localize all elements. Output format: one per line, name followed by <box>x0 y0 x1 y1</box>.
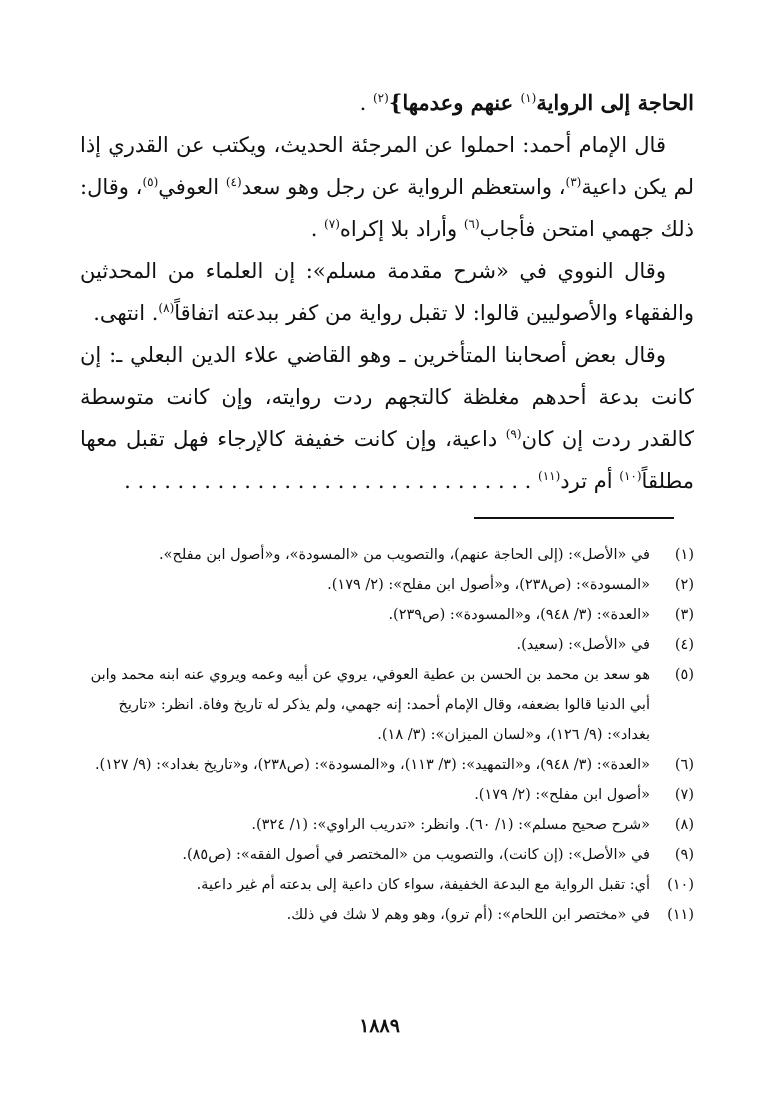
footnotes <box>80 540 694 930</box>
footnote-number: (٦) <box>674 757 694 773</box>
footnote-text: «المسودة»: (ص٢٣٨)، و«أصول ابن مفلح»: (٢/ ١٧٩). <box>327 577 650 593</box>
p2-text-2: ، واستعظم الرواية عن رجل وهو سعد <box>241 175 566 199</box>
heading-end: . <box>359 91 373 115</box>
footnote-ref-6: (٦) <box>463 217 480 231</box>
footnote-text: «العدة»: (٣/ ٩٤٨)، و«المسودة»: (ص٢٣٩). <box>388 607 650 623</box>
footnote-10 <box>80 870 694 900</box>
footnote-2 <box>80 570 694 600</box>
footnote-number: (١٠) <box>667 877 694 893</box>
footnote-number: (٥) <box>674 667 694 683</box>
footnote-number: (٤) <box>674 637 694 653</box>
footnote-ref-1: (١) <box>520 91 537 105</box>
footnote-text: في «الأصل»: (إن كانت)، والتصويب من «المختصر في أصول الفقه»: (ص٨٥). <box>182 847 650 863</box>
footnote-11 <box>80 900 694 930</box>
paragraph-2 <box>80 124 694 250</box>
footnote-text: «العدة»: (٣/ ٩٤٨)، و«التمهيد»: (٣/ ١١٣)، و«المسودة»: (ص٢٣٨)، و«تاريخ بغداد»: (٩/ ١٢٧). <box>94 757 650 773</box>
footnote-ref-7: (٧) <box>324 217 340 231</box>
footnote-text: «أصول ابن مفلح»: (٢/ ١٧٩). <box>474 787 650 803</box>
p4-text-1: وقال بعض أصحابنا المتأخرين ـ وهو القاضي علاء الدين البعلي ـ: إن كانت بدعة أحدهم مغلظة كالتجهم ردت روايته، وإن كانت متوسطة كالقدر ردت إن كان <box>80 343 695 451</box>
footnote-8 <box>80 810 694 840</box>
footnote-ref-11: (١١) <box>538 469 561 483</box>
footnote-ref-8: (٨) <box>158 301 175 315</box>
footnote-text: هو سعد بن محمد بن الحسن بن عطية العوفي، يروي عن أبيه وعمه ويروي عنه ابنه محمد وابن أبي الدنيا قالوا بضعفه، وقال الإمام أحمد: إنه جهمي، ولم يذكر له تاريخ وفاة. انظر: «تاريخ بغداد»: (٩/ ١٢٦)، و«لسان الميزان»: (٣/ ١٨). <box>90 667 650 743</box>
footnote-ref-2: (٢) <box>372 91 389 105</box>
footnote-ref-4: (٤) <box>225 175 242 189</box>
p2-text-1: قال الإمام أحمد: احملوا عن المرجئة الحديث، ويكتب عن القدري إذا لم يكن داعية <box>80 133 695 199</box>
footnote-ref-9: (٩) <box>505 427 522 441</box>
p3-text-2: . انتهى. <box>93 301 159 325</box>
paragraph-3 <box>80 250 694 334</box>
footnote-separator <box>474 517 674 519</box>
footnote-text: في «مختصر ابن اللحام»: (أم ترو)، وهو وهم لا شك في ذلك. <box>286 907 650 923</box>
footnote-6 <box>80 750 694 780</box>
p2-text-5: وأراد بلا إكراه <box>339 217 464 241</box>
footnote-3 <box>80 600 694 630</box>
p2-text-3: العوفي <box>158 175 226 199</box>
footnote-number: (٢) <box>674 577 694 593</box>
p2-text-4: ، وقال: ذلك جهمي امتحن فأجاب <box>80 175 694 241</box>
footnote-ref-3: (٣) <box>565 175 582 189</box>
footnote-4 <box>80 630 694 660</box>
p2-text-6: . <box>310 217 325 241</box>
footnote-number: (٧) <box>674 787 694 803</box>
footnote-ref-5: (٥) <box>142 175 159 189</box>
p3-text-1: وقال النووي في «شرح مقدمة مسلم»: إن العلماء من المحدثين والفقهاء والأصوليين قالوا: لا تقبل رواية من كفر ببدعته اتفاقاً <box>80 259 694 325</box>
heading-text: الحاجة إلى الرواية <box>536 90 694 115</box>
footnote-text: أي: تقبل الرواية مع البدعة الخفيفة، سواء كان داعية إلى بدعته أم غير داعية. <box>196 877 650 893</box>
main-text <box>80 82 694 502</box>
footnote-number: (٩) <box>674 847 694 863</box>
footnote-text: «شرح صحيح مسلم»: (١/ ٦٠). وانظر: «تدريب الراوي»: (١/ ٣٢٤). <box>251 817 650 833</box>
footnote-text: في «الأصل»: (سعيد). <box>516 637 650 653</box>
ellipsis-dots: . . . . . . . . . . . . . . . . . . . . . . . . . . . . . . . <box>124 469 539 493</box>
footnote-number: (١١) <box>667 907 694 923</box>
paragraph-1 <box>80 82 694 124</box>
footnote-7 <box>80 780 694 810</box>
footnote-number: (٨) <box>674 817 694 833</box>
footnote-1 <box>80 540 694 570</box>
footnote-9 <box>80 840 694 870</box>
p4-text-2: داعية، وإن كانت خفيفة كالإرجاء فهل تقبل معها مطلقاً <box>80 427 694 493</box>
footnote-ref-10: (١٠) <box>619 469 642 483</box>
footnote-5 <box>80 660 694 750</box>
paragraph-4 <box>80 334 694 502</box>
page-number: ١٨٨٩ <box>359 1015 400 1037</box>
heading-text-2: عنهم وعدمها} <box>388 90 521 115</box>
footnote-number: (٣) <box>674 607 694 623</box>
footnote-number: (١) <box>674 547 694 563</box>
p4-text-3: أم ترد <box>560 469 620 493</box>
footnote-text: في «الأصل»: (إلى الحاجة عنهم)، والتصويب من «المسودة»، و«أصول ابن مفلح». <box>159 547 650 563</box>
